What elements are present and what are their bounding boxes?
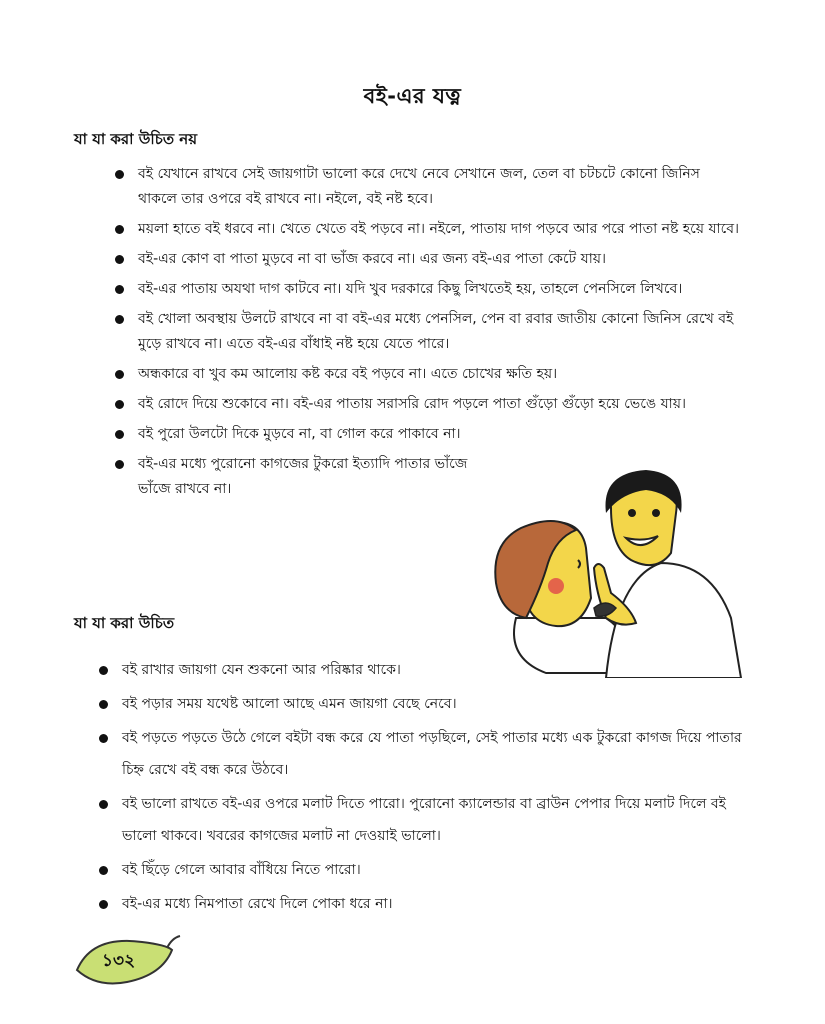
bullet-icon [99,900,108,909]
list-item: বই খোলা অবস্থায় উলটে রাখবে না বা বই-এর মধ্যে পেনসিল, পেন বা রবার জাতীয় কোনো জিনিস রেখে বই মুড়ে রাখবে না। এতে বই-এর বাঁধাই নষ্ট হয়ে যেতে পারে। [108,307,740,357]
bullet-icon [115,225,124,234]
list-item: ময়লা হাতে বই ধরবে না। খেতে খেতে বই পড়বে না। নইলে, পাতায় দাগ পড়বে আর পরে পাতা নষ্ট হয়ে যাবে। [108,217,740,242]
bullet-icon [115,315,124,324]
list-item: অন্ধকারে বা খুব কম আলোয় কষ্ট করে বই পড়বে না। এতে চোখের ক্ষতি হয়। [108,362,740,387]
list-item: বই পুরো উলটো দিকে মুড়বে না, বা গোল করে পাকাবে না। [108,422,473,447]
list-item: বই ভালো রাখতে বই-এর ওপরে মলাট দিতে পারো। পুরোনো ক্যালেন্ডার বা ব্রাউন পেপার দিয়ে মলাট দিলে বই ভালো থাকবে। খবরের কাগজের মলাট না দেওয়াই ভালো। [92,788,742,852]
bullet-icon [115,285,124,294]
bullet-icon [115,400,124,409]
bullet-icon [99,700,108,709]
bullet-icon [99,734,108,743]
bullet-icon [115,170,124,179]
list-item: বই-এর কোণ বা পাতা মুড়বে না বা ভাঁজ করবে না। এর জন্য বই-এর পাতা কেটে যায়। [108,247,740,272]
teacher-child-illustration [486,468,746,678]
list-item: বই পড়ার সময় যথেষ্ট আলো আছে এমন জায়গা বেছে নেবে। [92,688,742,720]
bullet-icon [115,460,124,469]
bullet-icon [99,800,108,809]
bullet-icon [115,430,124,439]
list-item: বই যেখানে রাখবে সেই জায়গাটা ভালো করে দেখে নেবে সেখানে জল, তেল বা চটচটে কোনো জিনিস থাকলে তার ওপরে বই রাখবে না। নইলে, বই নষ্ট হবে। [108,162,740,212]
adult-figure [594,470,741,678]
dont-list [108,162,740,507]
list-item: বই রাখার জায়গা যেন শুকনো আর পরিষ্কার থাকে। [92,654,742,686]
list-item: বই পড়তে পড়তে উঠে গেলে বইটা বন্ধ করে যে পাতা পড়ছিলে, সেই পাতার মধ্যে এক টুকরো কাগজ দিয়ে পাতার চিহ্ন রেখে বই বন্ধ করে উঠবে। [92,722,742,786]
page-number: ১৩২ [102,951,136,971]
list-item: বই ছিঁড়ে গেলে আবার বাঁধিয়ে নিতে পারো। [92,854,742,886]
list-item: বই-এর পাতায় অযথা দাগ কাটবে না। যদি খুব দরকারে কিছু লিখতেই হয়, তাহলে পেনসিলে লিখবে। [108,277,740,302]
list-item: বই-এর মধ্যে পুরোনো কাগজের টুকরো ইত্যাদি পাতার ভাঁজে ভাঁজে রাখবে না। [108,452,473,502]
bullet-icon [115,255,124,264]
section-heading-do: যা যা করা উচিত [74,614,175,632]
page-title: বই-এর যত্ন [363,84,462,108]
bullet-icon [115,370,124,379]
list-item: বই-এর মধ্যে নিমপাতা রেখে দিলে পোকা ধরে না। [92,888,742,920]
bullet-icon [99,666,108,675]
bullet-icon [99,866,108,875]
do-list [92,654,742,922]
list-item: বই রোদে দিয়ে শুকোবে না। বই-এর পাতায় সরাসরি রোদ পড়লে পাতা গুঁড়ো গুঁড়ো হয়ে ভেঙে যায়। [108,392,740,417]
section-heading-dont: যা যা করা উচিত নয় [74,130,198,148]
